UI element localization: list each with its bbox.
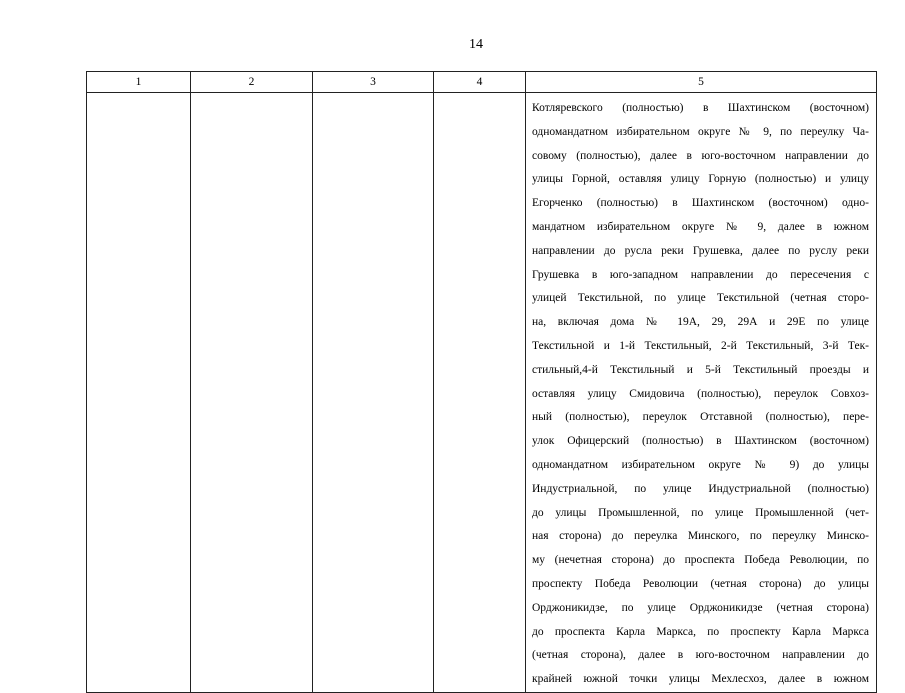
cell-col-2 [191,93,313,693]
text-line: му (нечетная сторона) до проспекта Победа Революции, по [532,554,869,567]
text-line: улицы Горной, оставляя улицу Горную (полностью) и улицу [532,173,869,186]
text-line: одномандатном избирательном округе № 9) до улицы [532,458,869,471]
table-row [87,93,877,693]
text-line: до проспекта Карла Маркса, по проспекту Карла Маркса [532,625,869,638]
column-header-4: 4 [434,72,526,93]
column-header-3: 3 [313,72,434,93]
text-line: улок Офицерский (полностью) в Шахтинском (восточном) [532,435,869,448]
text-line: улицей Текстильной, по улице Текстильной (четная сторо- [532,292,869,305]
text-line: ная сторона) до переулка Минского, по переулку Минско- [532,530,869,543]
cell-col-3 [313,93,434,693]
text-line: (четная сторона), далее в юго-восточном направлении до [532,649,869,662]
text-line: Егорченко (полностью) в Шахтинском (восточном) одно- [532,197,869,210]
text-line: Орджоникидзе, по улице Орджоникидзе (четная сторона) [532,601,869,614]
column-header-2: 2 [191,72,313,93]
column-header-5: 5 [526,72,877,93]
text-line: Индустриальной, по улице Индустриальной (полностью) [532,482,869,495]
text-line: мандатном избирательном округе № 9, далее в южном [532,220,869,233]
boundary-description [526,93,876,692]
text-line: Грушевка в юго-западном направлении до пересечения с [532,268,869,281]
cell-col-4 [434,93,526,693]
text-line: одномандатном избирательном округе № 9, по переулку Ча- [532,125,869,138]
table-header-row [87,72,877,93]
district-table [86,71,877,693]
text-line: направлении до русла реки Грушевка, далее по руслу реки [532,244,869,257]
page-number: 14 [469,37,483,52]
text-line: до улицы Промышленной, по улице Промышленной (чет- [532,506,869,519]
text-line: стильный,4-й Текстильный и 5-й Текстильный проезды и [532,363,869,376]
text-line: совому (полностью), далее в юго-восточном направлении до [532,149,869,162]
text-line: ный (полностью), переулок Отставной (полностью), пере- [532,411,869,424]
text-line: Котляревского (полностью) в Шахтинском (восточном) [532,102,869,114]
text-line: на, включая дома № 19А, 29, 29А и 29Е по улице [532,316,869,329]
cell-col-5-description [526,93,877,693]
cell-col-1 [87,93,191,693]
text-line: проспекту Победа Революции (четная сторона) до улицы [532,577,869,590]
text-line: Текстильной и 1-й Текстильный, 2-й Текстильный, 3-й Тек- [532,339,869,352]
text-line: крайней южной точки улицы Мехлесхоз, далее в южном [532,673,869,686]
text-line: оставляя улицу Смидовича (полностью), переулок Совхоз- [532,387,869,400]
column-header-1: 1 [87,72,191,93]
